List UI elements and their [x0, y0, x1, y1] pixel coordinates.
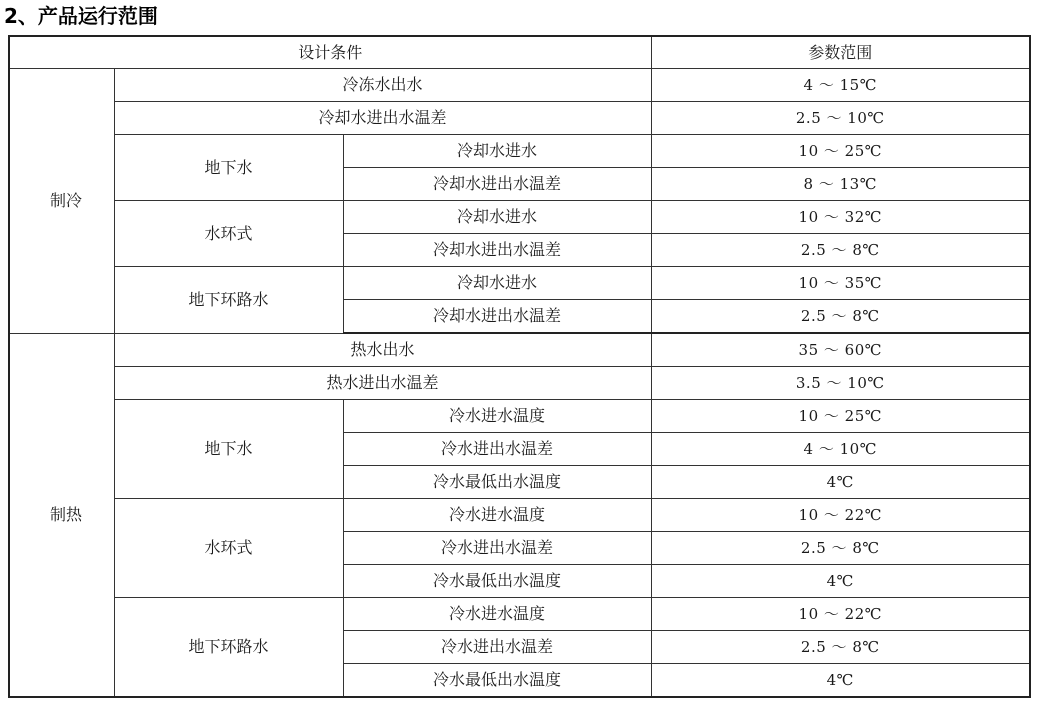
cell-value: 4 ～ 15℃ [651, 69, 1030, 102]
table-row [9, 598, 1030, 631]
cell-label: 冷水进出水温差 [343, 631, 651, 664]
table-header-row [9, 36, 1030, 69]
cell-label: 冷冻水出水 [114, 69, 651, 102]
cell-label: 冷水进水温度 [343, 499, 651, 532]
cell-label: 冷却水进水 [343, 135, 651, 168]
cell-label: 冷却水进出水温差 [343, 300, 651, 334]
cell-label: 冷却水进出水温差 [114, 102, 651, 135]
cell-label: 冷却水进水 [343, 267, 651, 300]
cell-label: 热水出水 [114, 333, 651, 367]
group-label-heating: 制热 [9, 333, 114, 697]
group-label-cooling: 制冷 [9, 69, 114, 334]
subgroup-label: 水环式 [114, 499, 343, 598]
subgroup-label: 地下环路水 [114, 267, 343, 334]
subgroup-label: 地下水 [114, 400, 343, 499]
table-row [9, 135, 1030, 168]
cell-label: 冷水最低出水温度 [343, 565, 651, 598]
cell-label: 冷水进出水温差 [343, 532, 651, 565]
table-row [9, 400, 1030, 433]
cell-value: 10 ～ 25℃ [651, 400, 1030, 433]
cell-value: 10 ～ 22℃ [651, 499, 1030, 532]
cell-value: 4℃ [651, 466, 1030, 499]
cell-value: 2.5 ～ 8℃ [651, 532, 1030, 565]
cell-value: 4℃ [651, 565, 1030, 598]
cell-value: 10 ～ 25℃ [651, 135, 1030, 168]
cell-value: 2.5 ～ 8℃ [651, 631, 1030, 664]
cell-label: 冷水最低出水温度 [343, 664, 651, 698]
cell-value: 2.5 ～ 8℃ [651, 234, 1030, 267]
cell-value: 10 ～ 35℃ [651, 267, 1030, 300]
cell-value: 2.5 ～ 10℃ [651, 102, 1030, 135]
cell-label: 冷水最低出水温度 [343, 466, 651, 499]
cell-value: 10 ～ 32℃ [651, 201, 1030, 234]
cell-value: 2.5 ～ 8℃ [651, 300, 1030, 334]
cell-value: 4 ～ 10℃ [651, 433, 1030, 466]
cell-value: 8 ～ 13℃ [651, 168, 1030, 201]
subgroup-label: 水环式 [114, 201, 343, 267]
cell-label: 冷却水进出水温差 [343, 234, 651, 267]
subgroup-label: 地下环路水 [114, 598, 343, 698]
cell-label: 冷水进水温度 [343, 400, 651, 433]
cell-label: 冷水进水温度 [343, 598, 651, 631]
table-row [9, 333, 1030, 367]
cell-value: 4℃ [651, 664, 1030, 698]
cell-value: 10 ～ 22℃ [651, 598, 1030, 631]
header-range: 参数范围 [651, 36, 1030, 69]
header-condition: 设计条件 [9, 36, 651, 69]
cell-value: 3.5 ～ 10℃ [651, 367, 1030, 400]
table-row [9, 102, 1030, 135]
page-title: 2、产品运行范围 [4, 4, 158, 28]
cell-label: 冷水进出水温差 [343, 433, 651, 466]
table-row [9, 367, 1030, 400]
table-row [9, 267, 1030, 300]
operating-range-table [8, 35, 1031, 698]
table-row [9, 69, 1030, 102]
table-row [9, 201, 1030, 234]
cell-label: 冷却水进水 [343, 201, 651, 234]
cell-label: 冷却水进出水温差 [343, 168, 651, 201]
table-row [9, 499, 1030, 532]
cell-value: 35 ～ 60℃ [651, 333, 1030, 367]
cell-label: 热水进出水温差 [114, 367, 651, 400]
subgroup-label: 地下水 [114, 135, 343, 201]
